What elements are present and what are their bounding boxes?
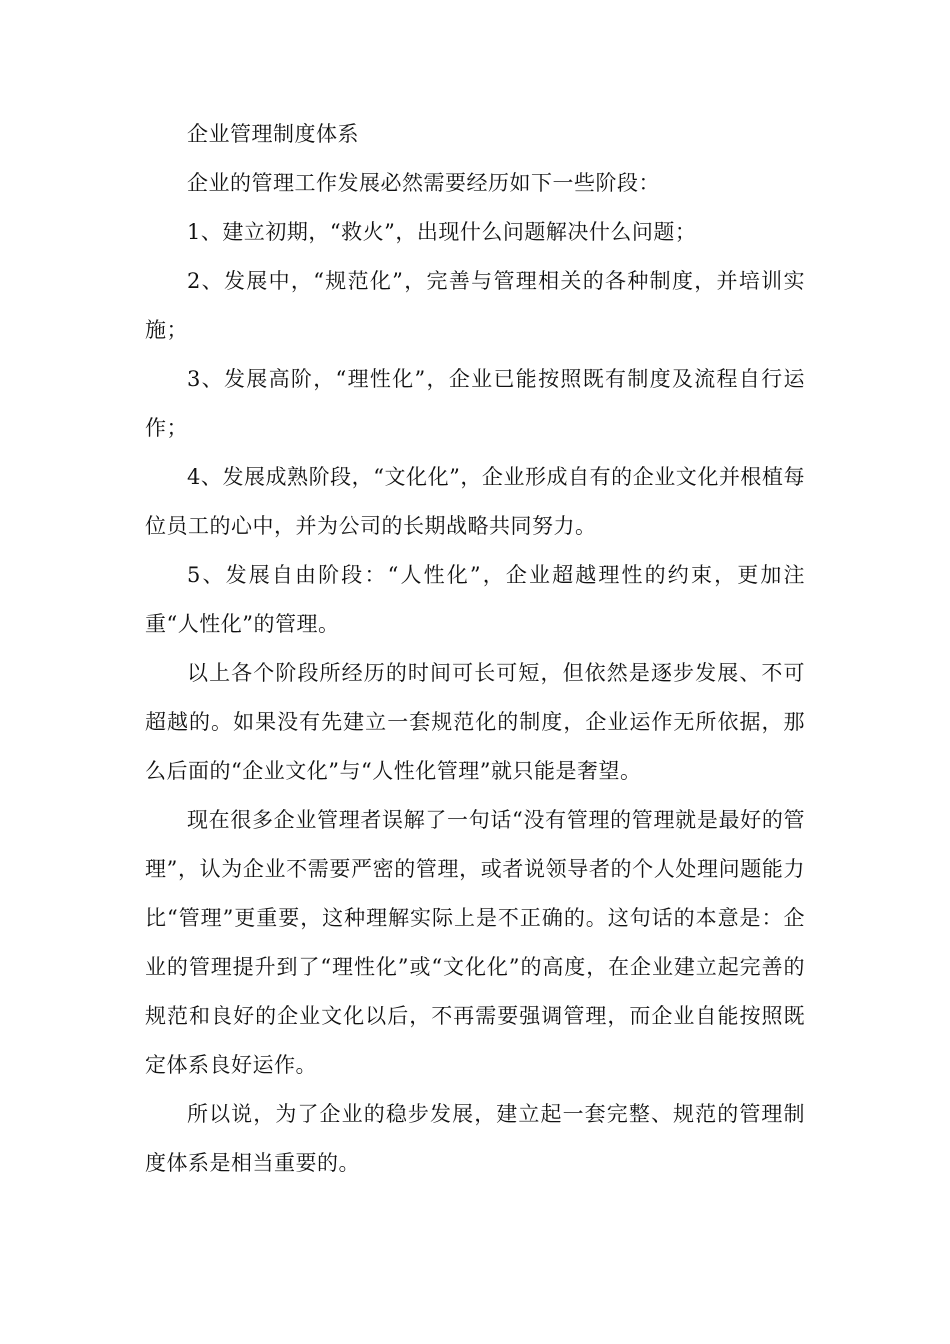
paragraph-conclusion: 所以说，为了企业的稳步发展，建立起一套完整、规范的管理制度体系是相当重要的。 [145,1102,805,1175]
paragraph-stage-4: 4、发展成熟阶段，“文化化”，企业形成自有的企业文化并根植每位员工的心中，并为公司的长期战略共同努力。 [145,465,805,538]
paragraph-summary: 以上各个阶段所经历的时间可长可短，但依然是逐步发展、不可超越的。如果没有先建立一套规范化的制度，企业运作无所依据，那么后面的“企业文化”与“人性化管理”就只能是奢望。 [145,661,805,783]
paragraph-stage-2: 2、发展中，“规范化”，完善与管理相关的各种制度，并培训实施； [145,269,805,342]
document-body [145,110,805,1188]
paragraph-intro: 企业的管理工作发展必然需要经历如下一些阶段： [187,171,660,195]
document-title: 企业管理制度体系 [187,122,359,146]
paragraph-stage-1: 1、建立初期，“救火”，出现什么问题解决什么问题； [187,220,697,244]
paragraph-stage-3: 3、发展高阶，“理性化”，企业已能按照既有制度及流程自行运作； [145,367,805,440]
paragraph-stage-5: 5、发展自由阶段：“人性化”，企业超越理性的约束，更加注重“人性化”的管理。 [145,563,805,636]
paragraph-misunderstanding: 现在很多企业管理者误解了一句话“没有管理的管理就是最好的管理”，认为企业不需要严密的管理，或者说领导者的个人处理问题能力比“管理”更重要，这种理解实际上是不正确的。这句话的本意是：企业的管理提升到了“理性化”或“文化化”的高度，在企业建立起完善的规范和良好的企业文化以后，不再需要强调管理，而企业自能按照既定体系良好运作。 [145,808,805,1077]
